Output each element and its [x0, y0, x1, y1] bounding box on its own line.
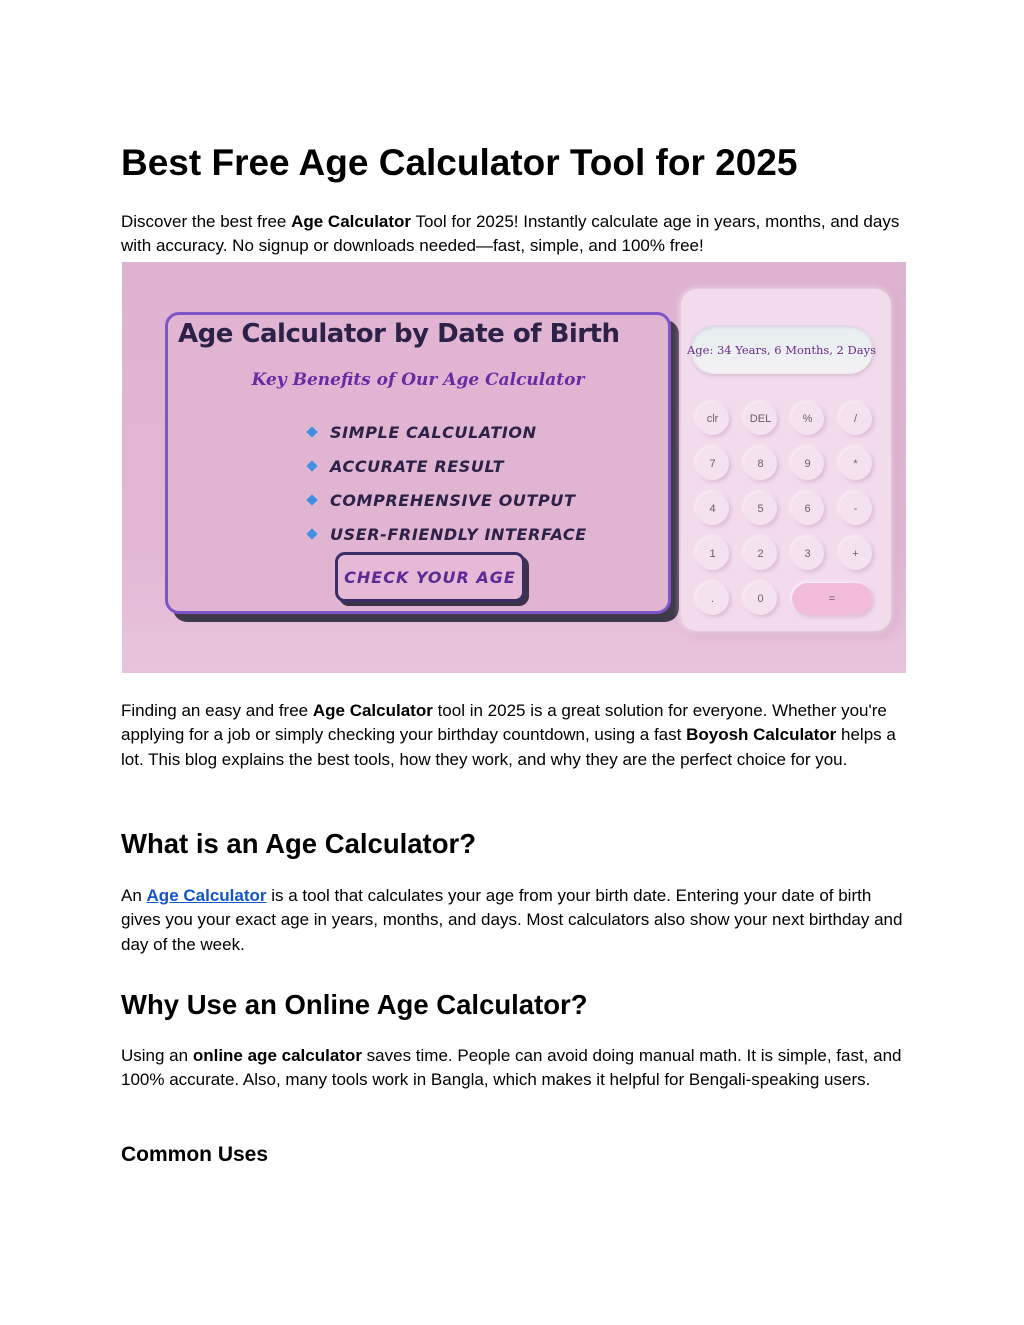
calc-key: 5	[744, 492, 777, 525]
calc-key: 2	[744, 537, 777, 570]
benefit-label: ACCURATE RESULT	[330, 456, 505, 476]
heading-what-is: What is an Age Calculator?	[121, 828, 477, 859]
banner-image	[122, 262, 906, 673]
calc-key: +	[839, 537, 872, 570]
calc-key: *	[839, 447, 872, 480]
section2-text: Using an	[121, 1046, 193, 1065]
calc-key: clr	[696, 402, 729, 435]
paragraph-why-use	[121, 1044, 907, 1093]
para2-text-c: helps a lot. This blog explains the best tools, how they work, and why they are the perfect choice for you.	[121, 725, 896, 769]
paragraph-finding	[121, 699, 907, 772]
calculator-display: Age: 34 Years, 6 Months, 2 Days	[690, 326, 873, 374]
calc-key: 9	[791, 447, 824, 480]
calc-key: 0	[744, 582, 777, 615]
benefit-item	[308, 517, 587, 551]
calc-key: .	[696, 582, 729, 615]
calc-key-equals: =	[792, 583, 872, 615]
diamond-bullet-icon	[306, 460, 317, 471]
section2-text-rest: saves time. People can avoid doing manual math. It is simple, fast, and 100% accurate. Also, many tools work in Bangla, which makes it helpful for Bengali-speaking users.	[121, 1046, 902, 1090]
benefit-label: COMPREHENSIVE OUTPUT	[330, 490, 576, 510]
benefit-item	[308, 415, 587, 449]
calc-key: 3	[791, 537, 824, 570]
paragraph-what-is	[121, 884, 907, 957]
section2-bold: online age calculator	[192, 1046, 362, 1065]
calc-key: 6	[791, 492, 824, 525]
diamond-bullet-icon	[306, 528, 317, 539]
page-title: Best Free Age Calculator Tool for 2025	[121, 142, 798, 183]
para2-bold-b: Boyosh Calculator	[686, 725, 837, 745]
calc-key: 7	[696, 447, 729, 480]
intro-bold: Age Calculator	[291, 212, 412, 231]
benefits-list	[308, 415, 587, 551]
para2-bold-a: Age Calculator	[312, 701, 433, 720]
benefit-label: USER-FRIENDLY INTERFACE	[330, 524, 587, 544]
benefits-card	[165, 312, 671, 614]
intro-paragraph	[121, 210, 907, 259]
banner-subtitle: Key Benefits of Our Age Calculator	[251, 370, 585, 390]
section1-text: An	[121, 886, 147, 905]
diamond-bullet-icon	[306, 426, 317, 437]
intro-text-rest: Tool for 2025! Instantly calculate age in years, months, and days with accuracy. No signup or downloads needed—fast, simple, and 100% free!	[121, 212, 900, 256]
calc-key: /	[839, 402, 872, 435]
check-your-age-button: CHECK YOUR AGE	[335, 552, 525, 602]
intro-text: Discover the best free	[121, 212, 292, 231]
calc-key: 8	[744, 447, 777, 480]
section1-text-rest: is a tool that calculates your age from your birth date. Entering your date of birth gives you your exact age in years, months, and days. Most calculators also show your next birthday and day of the week.	[121, 886, 903, 954]
calc-key: %	[791, 402, 824, 435]
age-calculator-link[interactable]: Age Calculator	[146, 886, 267, 905]
para2-text-a: Finding an easy and free	[121, 701, 313, 720]
benefit-item	[308, 483, 587, 517]
calc-key: 4	[696, 492, 729, 525]
heading-common-uses: Common Uses	[121, 1143, 269, 1166]
calculator-graphic	[681, 289, 891, 631]
diamond-bullet-icon	[306, 494, 317, 505]
para2-text-b: tool in 2025 is a great solution for everyone. Whether you're applying for a job or simply checking your birthday countdown, using a fast	[121, 701, 887, 745]
heading-why-use: Why Use an Online Age Calculator?	[121, 989, 588, 1020]
calc-key: -	[839, 492, 872, 525]
banner-title: Age Calculator by Date of Birth	[178, 319, 620, 349]
calc-key: DEL	[744, 402, 777, 435]
benefit-item	[308, 449, 587, 483]
benefit-label: SIMPLE CALCULATION	[330, 422, 537, 442]
calc-key: 1	[696, 537, 729, 570]
